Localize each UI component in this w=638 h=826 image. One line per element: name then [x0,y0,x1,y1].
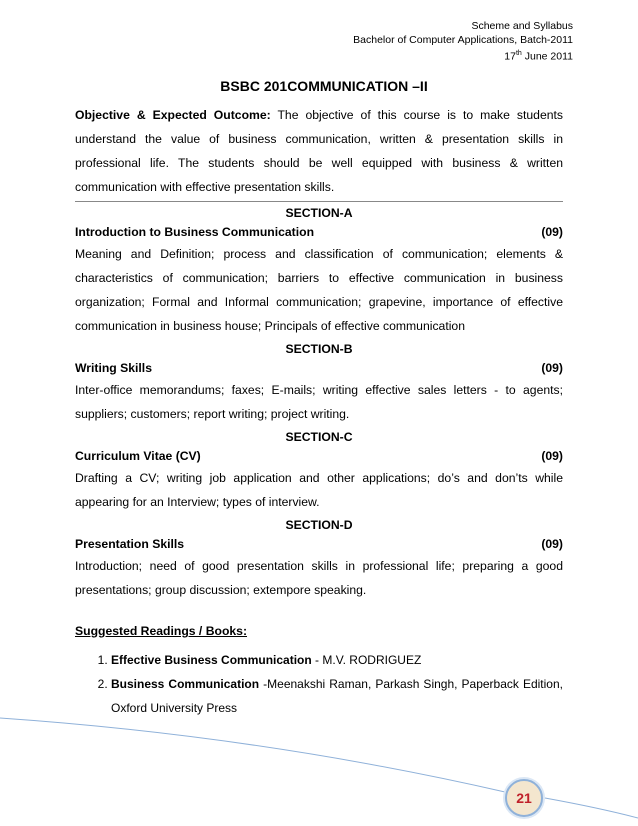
reading-title: Effective Business Communication [111,653,312,667]
section-c-topic-title: Curriculum Vitae (CV) [75,449,201,463]
header-date [353,47,573,64]
page-number-badge [505,779,543,817]
section-a-topic [75,222,563,242]
document-header [353,19,573,64]
header-line-2: Bachelor of Computer Applications, Batch-2011 [353,34,573,46]
section-d-topic-title: Presentation Skills [75,537,185,551]
section-b-text: Inter-office memorandums; faxes; E-mails; writing effective sales letters - to agents; suppliers; customers; report writing; project writing. [75,383,563,421]
reading-title: Business Communication [111,677,260,691]
readings-heading: Suggested Readings / Books: [75,624,248,638]
section-a-topic-title: Introduction to Business Communication [75,225,315,239]
section-b-hours: (09) [541,361,563,375]
section-c-heading: SECTION-C [285,430,353,444]
section-c-text: Drafting a CV; writing job application and other applications; do’s and don’ts while appearing for an Interview; types of interview. [75,471,563,509]
reading-details: -Meenakshi Raman, Parkash Singh, Paperback Edition, Oxford University Press [111,677,563,715]
header-date-day: 17 [504,50,516,63]
section-b-heading: SECTION-B [285,342,353,356]
page-number: 21 [516,790,532,806]
divider [75,201,563,202]
reading-details: - M.V. RODRIGUEZ [311,653,422,667]
section-d-heading: SECTION-D [285,518,353,532]
reading-item [111,672,563,720]
course-content [75,103,563,720]
section-c-topic [75,446,563,466]
reading-item [111,648,563,672]
section-d-topic [75,534,563,554]
course-title: BSBC 201COMMUNICATION –II [220,78,428,94]
footer-curve-line [0,718,505,792]
section-d-hours: (09) [541,537,563,551]
header-date-suffix: th [515,50,522,57]
section-d-text: Introduction; need of good presentation skills in professional life; preparing a good presentations; group discussion; extempore speaking. [75,559,563,597]
section-a-text: Meaning and Definition; process and classification of communication; elements & characteristics of communication; barriers to effective communication in business organization; Formal and Informal communication; grapevine, importance of effective communication in business house; Principals of effective communication [75,247,563,333]
header-line-1: Scheme and Syllabus [471,20,573,32]
section-a-hours: (09) [541,225,563,239]
objective-label: Objective & Expected Outcome: [75,108,271,122]
objective-text: The objective of this course is to make students understand the value of business communication, written & presentation skills in professional life. The students should be well equipped with business & written communication with effective presentation skills. [75,108,563,194]
section-b-topic-title: Writing Skills [75,361,152,375]
readings-list [75,648,563,720]
objective-paragraph [75,103,563,199]
spacer [75,602,563,616]
section-b-topic [75,358,563,378]
header-date-rest: June 2011 [521,50,573,63]
section-c-hours: (09) [541,449,563,463]
section-a-heading: SECTION-A [285,206,353,220]
footer-curve-line-right [545,798,638,818]
